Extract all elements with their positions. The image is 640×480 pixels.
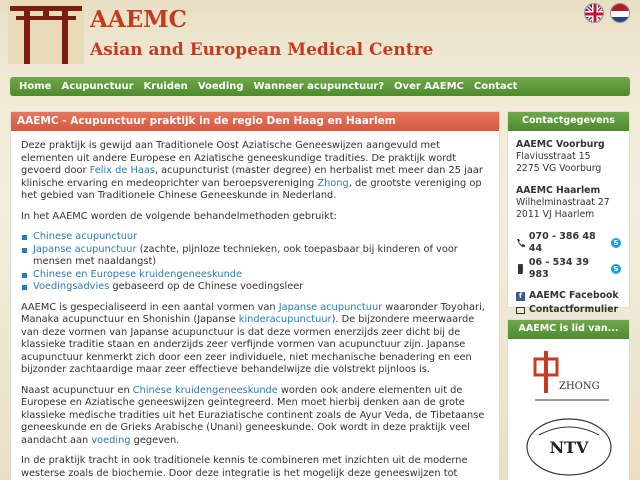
location-name: AAEMC Haarlem xyxy=(516,185,601,196)
facebook-label: AAEMC Facebook xyxy=(529,290,619,301)
facebook-link[interactable] xyxy=(516,290,621,302)
kruidengeneeskunde-link-2[interactable]: Chinese kruidengeneeskunde xyxy=(132,384,278,396)
nav-contact[interactable]: Contact xyxy=(473,81,518,92)
address-voorburg xyxy=(516,139,621,175)
modern-paragraph: In de praktijk tracht in ook traditionele kennis te combineren met inzichten uit de moderne westerse zoals de biochemie. Door deze integratie is het mogelijk deze geneeswijzen tot xyxy=(21,455,468,479)
nav-acupunctuur[interactable]: Acupunctuur xyxy=(61,81,134,92)
english-flag-icon[interactable] xyxy=(584,3,604,23)
text: , acupuncturist (master degree) en herbalist met meer dan 25 jaar klinische ervaring en medeoprichter van beroepsvereniging xyxy=(21,165,483,189)
kruidengeneeskunde-link[interactable]: Chinese en Europese kruidengeneeskunde xyxy=(33,268,243,280)
text: waaronder Toyohari, Manaka acupunctuur en Shonishin (Japanse xyxy=(21,301,485,325)
text: , de grootste vereniging op het gebied van Traditionele Chinese Geneeskunde in Nederland. xyxy=(21,177,482,201)
nav-over-aaemc[interactable]: Over AAEMC xyxy=(394,81,464,92)
mobile-icon xyxy=(516,264,525,274)
japanese-paragraph xyxy=(21,302,489,377)
methods-list xyxy=(21,231,489,294)
text: ). De bijzondere meerwaarde van deze vormen van Japanse acupunctuur is dat deze vormen enerzijds zeer dicht bij de klassieke traditie staan en anderzijds zeer verfijnde vormen van acupunctuur zijn. Japanse acupunctuur kenmerkt zich door een zeer individuele, niet mechanische benadering en een bijzonder zachtaardige maar zeer effectieve behandelwijze die volstrekt pijnloos is. xyxy=(21,314,475,375)
phone-number: 070 - 386 48 44 xyxy=(528,231,596,254)
japanse-acupunctuur-link-2[interactable]: Japanse acupunctuur xyxy=(278,301,383,313)
contactform-label: Contactformulier xyxy=(529,304,619,315)
main-heading: AAEMC - Acupunctuur praktijk in de regio Den Haag en Haarlem xyxy=(11,112,499,131)
zhong-logo[interactable] xyxy=(519,349,619,411)
chinese-acupunctuur-link[interactable]: Chinese acupunctuur xyxy=(33,231,138,242)
location-name: AAEMC Voorburg xyxy=(516,139,605,150)
voedingsadvies-link[interactable]: Voedingsadvies xyxy=(33,281,110,292)
zhong-link[interactable]: Zhong xyxy=(317,177,349,189)
list-item xyxy=(21,244,489,269)
felix-de-haas-link[interactable]: Felix de Haas xyxy=(89,165,155,176)
ntv-logo[interactable] xyxy=(519,415,619,479)
nav-home[interactable]: Home xyxy=(19,81,52,92)
address-haarlem xyxy=(516,185,621,221)
skype-icon[interactable]: S xyxy=(611,238,621,248)
contact-panel xyxy=(507,111,630,315)
ntv-label: NTV xyxy=(549,438,588,457)
street: Flaviusstraat 15 xyxy=(516,151,591,162)
membership-panel xyxy=(507,319,630,480)
integration-paragraph xyxy=(21,385,489,448)
city: 2275 VG Voorburg xyxy=(516,163,602,174)
nav-voeding[interactable]: Voeding xyxy=(197,81,244,92)
main-nav xyxy=(10,77,630,96)
facebook-icon: f xyxy=(516,292,525,301)
phone-1[interactable] xyxy=(516,231,621,255)
zhong-label: ZHONG xyxy=(558,381,600,392)
text: gegeven. xyxy=(130,434,180,446)
text: AAEMC is gespecialiseerd in een aantal vormen van xyxy=(21,301,279,313)
intro-paragraph xyxy=(21,140,489,203)
list-item xyxy=(21,231,489,244)
torii-gate-logo[interactable] xyxy=(8,0,84,64)
list-item xyxy=(21,281,489,294)
text: Naast acupunctuur en xyxy=(21,384,133,396)
mail-icon xyxy=(516,307,525,314)
main-body xyxy=(11,131,499,480)
list-item xyxy=(21,269,489,282)
brand-subtitle: Asian and European Medical Centre xyxy=(90,40,434,60)
phone-2[interactable] xyxy=(516,257,621,281)
methods-intro: In het AAEMC worden de volgende behandelmethoden gebruikt: xyxy=(21,210,337,222)
nav-kruiden[interactable]: Kruiden xyxy=(143,81,188,92)
skype-icon[interactable]: S xyxy=(611,264,621,274)
phone-icon xyxy=(516,238,525,248)
city: 2011 VJ Haarlem xyxy=(516,209,595,220)
text: (zachte, pijnloze technieken, ook toepasbaar bij kinderen of voor mensen met naaldangst) xyxy=(33,243,458,267)
nav-wanneer-acupunctuur[interactable]: Wanneer acupunctuur? xyxy=(253,81,385,92)
membership-heading: AAEMC is lid van... xyxy=(508,320,629,339)
phone-number: 06 - 534 39 983 xyxy=(528,257,590,280)
dutch-flag-icon[interactable] xyxy=(610,3,630,23)
street: Wilhelminastraat 27 xyxy=(516,197,610,208)
kinderacupunctuur-link[interactable]: kinderacupunctuur xyxy=(238,314,332,325)
brand-title[interactable]: AAEMC xyxy=(90,6,187,33)
text: gebaseerd op de Chinese voedingsleer xyxy=(109,281,304,292)
contactform-link[interactable] xyxy=(516,304,621,316)
voeding-link[interactable]: voeding xyxy=(91,434,131,446)
main-content xyxy=(10,111,500,480)
text: Deze praktijk is gewijd aan Traditionele Oost Aziatische Geneeswijzen aangevuld met elementen uit andere Europese en Aziatische geneeskundige tradities. De praktijk wordt gevoerd door xyxy=(21,140,457,176)
japanse-acupunctuur-link[interactable]: Japanse acupunctuur xyxy=(33,243,137,255)
text: worden ook andere elementen uit de Europese en Aziatische geneeswijzen geïntegreerd. Men moet hierbij denken aan de grote klassieke medische tradities uit het Euraziatische continent zoals de Ayur Veda, de Tibetaanse geneeskunde en de Grieks Arabische (Unani) geneeskunde. Ook wordt in deze praktijk veel aandacht aan xyxy=(21,384,485,446)
contact-heading: Contactgegevens xyxy=(508,112,629,131)
